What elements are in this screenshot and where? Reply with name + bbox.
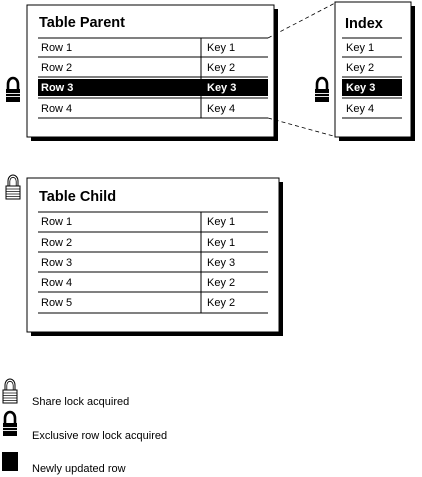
child-row-5-key: Key 2	[207, 297, 236, 309]
legend-updated-row-label: Newly updated row	[32, 463, 126, 475]
child-row-1-key: Key 1	[207, 216, 236, 228]
child-row-4-key: Key 2	[207, 277, 236, 289]
updated-row-swatch	[2, 452, 18, 471]
child-row-4-label: Row 4	[41, 277, 73, 289]
child-row-3-label: Row 3	[41, 257, 73, 269]
legend-exclusive-lock-label: Exclusive row lock acquired	[32, 430, 168, 442]
parent-row-1-label: Row 1	[41, 42, 73, 54]
share-lock-icon	[3, 379, 17, 403]
child-row-2-key: Key 1	[207, 237, 236, 249]
parent-row-3-label: Row 3	[41, 82, 74, 94]
index-callout-line-bottom	[268, 118, 337, 137]
parent-row-3-key: Key 3	[207, 82, 237, 94]
index-title: Index	[345, 16, 383, 32]
child-table-title: Table Child	[39, 189, 117, 205]
child-row-1-label: Row 1	[41, 216, 73, 228]
index-key-4: Key 4	[346, 103, 375, 115]
parent-table	[27, 5, 278, 141]
index-callout-line-top	[268, 2, 337, 38]
index-key-1: Key 1	[346, 42, 375, 54]
parent-row-2-label: Row 2	[41, 62, 73, 74]
legend-share-lock-label: Share lock acquired	[32, 396, 130, 408]
exclusive-lock-icon	[3, 412, 17, 436]
index-key-3: Key 3	[346, 82, 376, 94]
parent-row-4-key: Key 4	[207, 103, 236, 115]
parent-table-title: Table Parent	[39, 15, 125, 31]
legend	[2, 379, 167, 475]
share-lock-icon	[6, 175, 20, 199]
child-row-3-key: Key 3	[207, 257, 236, 269]
child-row-5-label: Row 5	[41, 297, 73, 309]
parent-row-2-key: Key 2	[207, 62, 236, 74]
child-row-2-label: Row 2	[41, 237, 73, 249]
index-table	[335, 2, 415, 141]
child-table	[27, 178, 283, 336]
exclusive-lock-icon	[6, 78, 20, 102]
parent-row-4-label: Row 4	[41, 103, 73, 115]
index-key-2: Key 2	[346, 62, 375, 74]
exclusive-lock-icon	[315, 78, 329, 102]
parent-row-1-key: Key 1	[207, 42, 236, 54]
